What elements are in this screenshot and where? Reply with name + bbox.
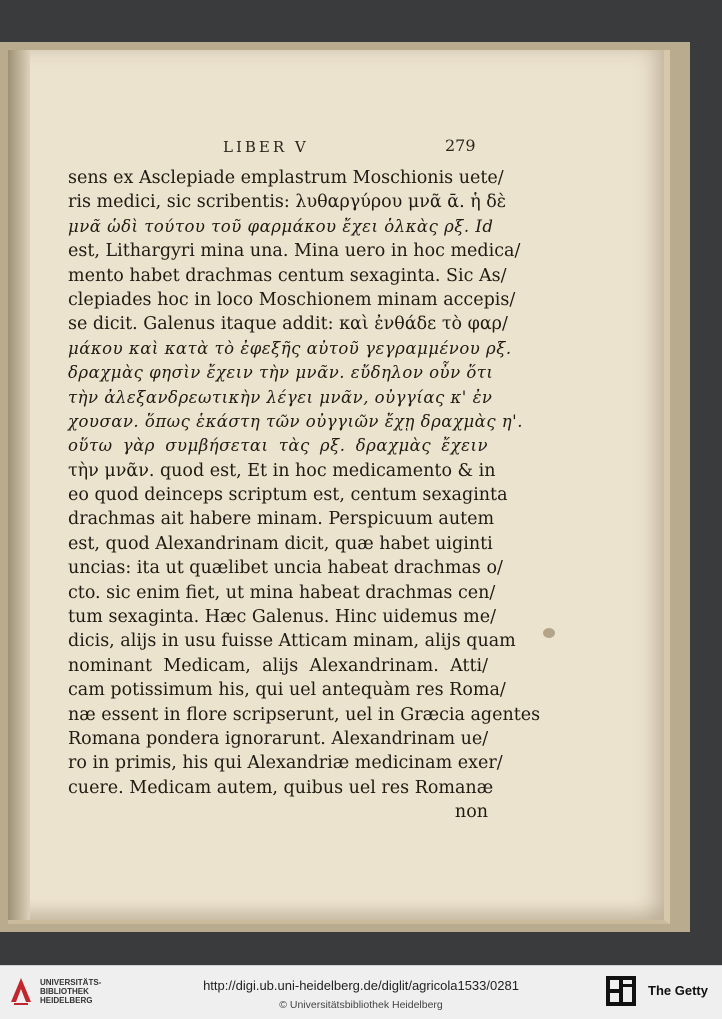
text-line: μάκου καὶ κατὰ τὸ ἐφεξῆς αὐτοῦ γεγραμμένου ρξ. [68, 338, 512, 358]
text-line: ro in primis, his qui Alexandriæ medicinam exer/ [68, 753, 503, 774]
text-line: se dicit. Galenus itaque addit: καὶ ἐνθάδε τὸ φαρ/ [68, 314, 508, 335]
copyright-notice: © Universitätsbibliothek Heidelberg [279, 999, 443, 1011]
getty-logo-icon [606, 976, 636, 1006]
library-name: UNIVERSITÄTS- BIBLIOTHEK HEIDELBERG [40, 978, 102, 1005]
text-line: cam potissimum his, qui uel antequàm res Roma/ [68, 680, 506, 701]
text-line: τὴν ἀλεξανδρεωτικὴν λέγει μνᾶν, οὐγγίας κ' ἐν [68, 387, 493, 407]
text-line: dicis, alijs in usu fuisse Atticam minam, alijs quam [68, 631, 516, 652]
text-line: uncias: ita ut quælibet uncia habeat drachmas o/ [68, 558, 503, 579]
book-page [8, 50, 670, 924]
text-line: οὕτω γὰρ συμβήσεται τὰς ρξ. δραχμὰς ἔχειν [68, 436, 488, 456]
text-line: Romana pondera ignorarunt. Alexandrinam ue/ [68, 728, 489, 749]
partner-name[interactable]: The Getty [648, 983, 708, 998]
text-line: μνᾶ ὡδὶ τούτου τοῦ φαρμάκου ἔχει ὁλκὰς ρξ. Id [68, 216, 494, 236]
text-line: sens ex Asclepiade emplastrum Moschionis uete/ [68, 168, 504, 188]
text-line: mento habet drachmas centum sexaginta. Sic As/ [68, 265, 507, 286]
permalink-url[interactable]: http://digi.ub.uni-heidelberg.de/diglit/agricola1533/0281 [203, 978, 519, 993]
text-line: non [454, 802, 488, 823]
text-line: tum sexaginta. Hæc Galenus. Hinc uidemus me/ [68, 607, 497, 628]
text-line: cuere. Medicam autem, quibus uel res Romanæ [68, 777, 494, 798]
text-block [68, 166, 541, 825]
text-line: cto. sic enim fiet, ut mina habeat drachmas cen/ [68, 582, 496, 603]
running-head [8, 138, 664, 162]
text-line: clepiades hoc in loco Moschionem minam accepis/ [68, 289, 516, 310]
text-line: δραχμὰς φησὶν ἔχειν τὴν μνᾶν. εὔδηλον οὖν ὅτι [68, 363, 494, 383]
text-line: χουσαν. ὅπως ἑκάστη τῶν οὐγγιῶν ἔχῃ δραχμὰς η'. [68, 411, 523, 431]
text-line: ris medici, sic scribentis: λυθαργύρου μνᾶ ᾱ. ἡ δὲ [68, 192, 507, 213]
page-gutter [8, 50, 30, 920]
text-line: τὴν μνᾶν. quod est, Et in hoc medicamento & in [68, 460, 496, 481]
viewer-footer [0, 965, 722, 1019]
text-line: næ essent in flore scripserunt, uel in Græcia agentes [68, 704, 541, 725]
text-line: nominant Medicam, alijs Alexandrinam. Atti/ [68, 655, 488, 676]
text-line: eo quod deinceps scriptum est, centum sexaginta [68, 485, 508, 506]
text-line: drachmas ait habere minam. Perspicuum autem [68, 509, 495, 530]
text-line: est, Lithargyri mina una. Mina uero in hoc medica/ [68, 241, 521, 262]
page-number: 279 [445, 136, 476, 155]
paper-stain [543, 628, 555, 638]
running-head-title: LIBER V [223, 138, 309, 156]
text-line: est, quod Alexandrinam dicit, quæ habet uiginti [68, 533, 493, 554]
